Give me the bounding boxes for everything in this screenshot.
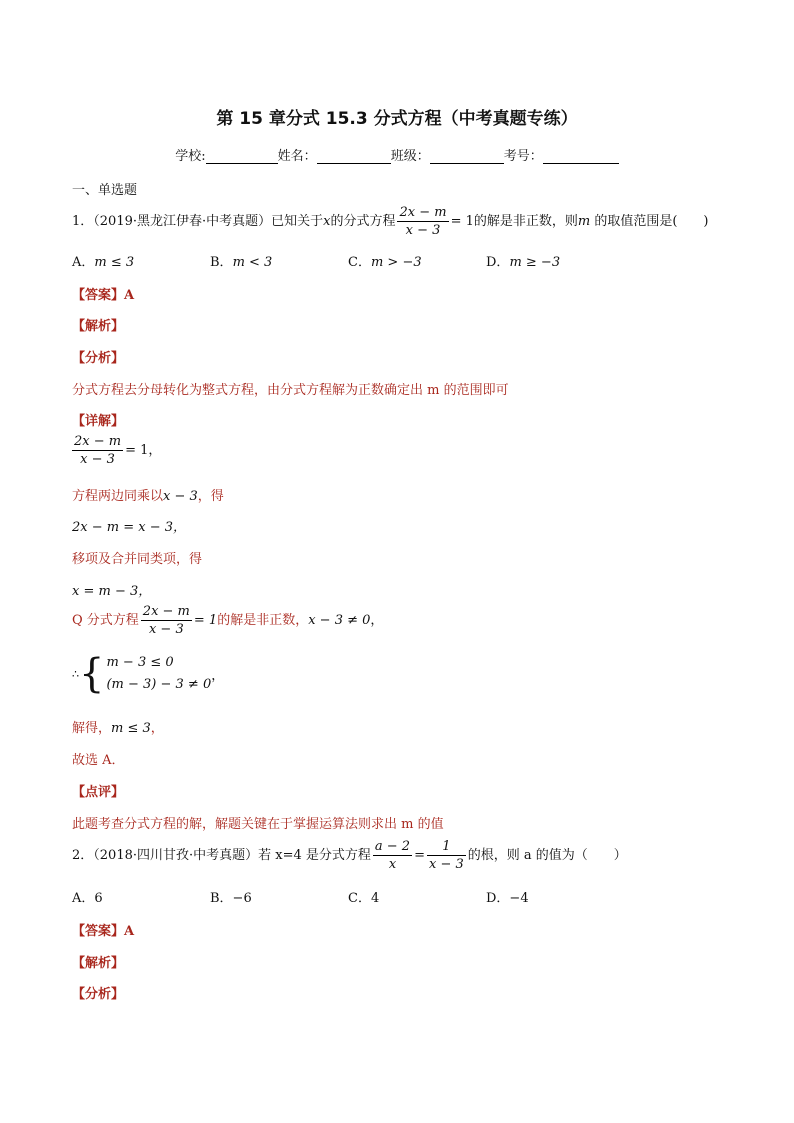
q2-option-c[interactable]: C．4 — [348, 891, 380, 906]
q1-end: 的取值范围是( ) — [590, 214, 709, 229]
q1-frac-den: x − 3 — [405, 223, 441, 238]
q1-step4: 移项及合并同类项，得 — [72, 552, 203, 567]
school-label: 学校: — [175, 149, 206, 164]
q1-comment-label: 【点评】 — [72, 785, 125, 800]
q1-suffix: 的解是非正数，则 — [473, 214, 578, 229]
q1-fenxi-label: 【分析】 — [72, 351, 125, 366]
name-label: 姓名： — [277, 149, 317, 164]
q1-eq-rhs: = 1 — [450, 214, 474, 229]
q2-analysis-label: 【解析】 — [72, 956, 125, 971]
q2-fenxi-label: 【分析】 — [72, 987, 125, 1002]
q1-var-m: m — [577, 214, 591, 229]
student-info-line — [0, 145, 794, 164]
q1-step5: x = m − 3， — [72, 584, 152, 599]
q1-option-c[interactable]: C．m > −3 — [348, 255, 422, 270]
q1-frac-num: 2x − m — [399, 205, 447, 220]
q2-answer: 【答案】A — [72, 924, 135, 939]
q1-prefix: 1．（2019·黑龙江伊春·中考真题）已知关于 — [72, 214, 324, 229]
question-2-stem: 2．（2018·四川甘孜·中考真题）若 x=4 是分式方程 $\frac{a - 2}{x}$ = $\frac{1}{x - 3}$ 的根，则 a 的值为（ ） — [72, 839, 627, 872]
class-label: 班级： — [390, 149, 430, 164]
question-1-stem — [72, 204, 709, 239]
section-heading: 一、单选题 — [72, 183, 138, 198]
q1-solve: 解得，m ≤ 3， — [72, 721, 164, 736]
q1-var-x: x — [323, 214, 331, 229]
q1-choose: 故选 A． — [72, 753, 125, 768]
q1-system: ∴{ m − 3 ≤ 0 (m − 3) − 3 ≠ 0 ， — [72, 651, 225, 697]
q1-detail-label: 【详解】 — [72, 414, 125, 429]
q1-comment-text: 此题考查分式方程的解，解题关键在于掌握运算法则求出 m 的值 — [72, 817, 444, 832]
q1-step1: $\frac{2x - m}{x - 3}$ = 1， — [74, 434, 162, 467]
q1-step3: 2x − m = x − 3， — [72, 520, 187, 535]
q1-option-d[interactable]: D．m ≥ −3 — [486, 255, 561, 270]
page-title: 第 15 章分式 15.3 分式方程（中考真题专练） — [216, 109, 578, 129]
q1-option-a[interactable]: A．m ≤ 3 — [72, 255, 135, 270]
q1-option-b[interactable]: B．m < 3 — [210, 255, 273, 270]
q1-answer: 【答案】A — [72, 288, 135, 303]
q1-analysis-label: 【解析】 — [72, 319, 125, 334]
q1-step6: Q 分式方程 $\frac{2x - m}{x - 3}$ = 1的解是非正数，x − 3 ≠ 0， — [72, 604, 384, 637]
q1-step2: 方程两边同乘以x − 3，得 — [72, 489, 224, 504]
q2-option-d[interactable]: D．−4 — [486, 891, 529, 906]
left-brace-icon: { — [79, 651, 105, 697]
class-blank[interactable] — [430, 149, 504, 164]
number-blank[interactable] — [543, 149, 619, 164]
name-blank[interactable] — [317, 149, 391, 164]
q1-fraction — [397, 204, 448, 239]
number-label: 考号： — [503, 149, 543, 164]
q2-option-a[interactable]: A．6 — [72, 891, 103, 906]
school-blank[interactable] — [206, 149, 278, 164]
q1-fenxi-text: 分式方程去分母转化为整式方程，由分式方程解为正数确定出 m 的范围即可 — [72, 383, 509, 398]
q1-mid: 的分式方程 — [330, 214, 396, 229]
q2-option-b[interactable]: B．−6 — [210, 891, 252, 906]
